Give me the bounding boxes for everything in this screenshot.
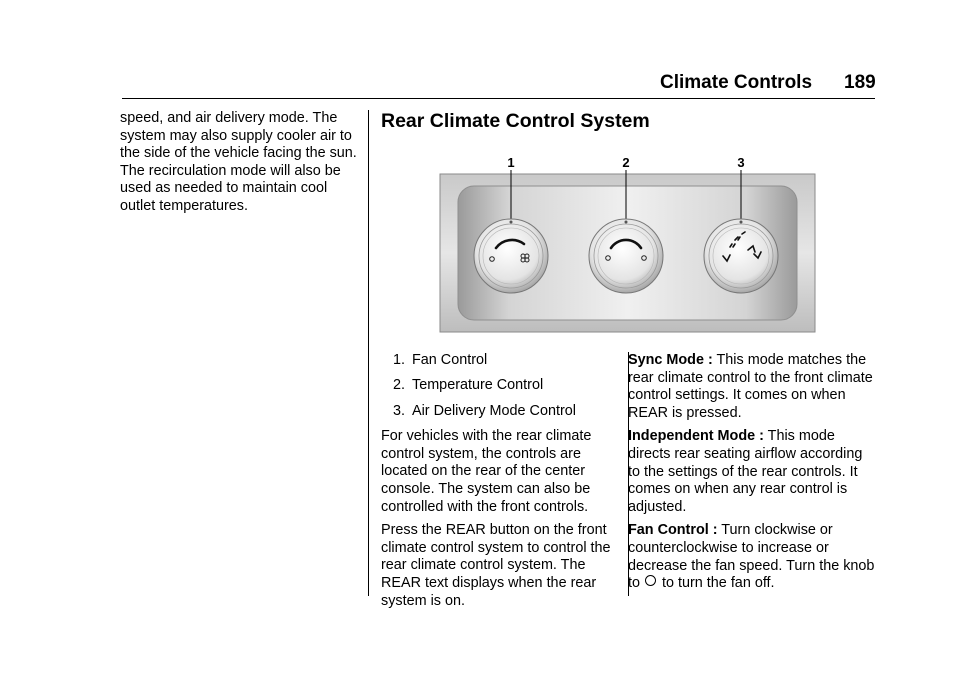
column-divider-left [368,110,369,596]
temperature-control-knob [589,219,663,293]
left-column [120,110,360,222]
callout-2: 2 [622,155,630,170]
list-item [381,377,621,395]
section-title: Climate Controls [660,72,813,93]
independent-mode-text: This mode directs rear seating airflow according to the settings of the rear controls. It comes on when any rear control is adjusted. [628,428,863,515]
location-paragraph: For vehicles with the rear climate control system, the controls are located on the rear of the center console. The system can also be controlled with the front controls. [381,428,592,515]
fan-control-knob [474,219,548,293]
continued-paragraph: speed, and air delivery mode. The system may also supply cooler air to the side of the vehicle facing the sun. The recirculation mode will also be used as needed to maintain cool outlet temperatures. [120,110,357,214]
fan-control-text-end: to turn the fan off. [662,575,775,592]
list-item-number: 2. [392,377,405,394]
sync-mode-paragraph [628,352,878,422]
power-off-icon [645,575,656,586]
header-rule [122,98,875,99]
independent-mode-term: Independent Mode : [628,428,764,445]
list-item [381,403,621,421]
independent-mode-paragraph [628,428,878,516]
fan-control-text: Turn clockwise or counterclockwise to increase or decrease the fan speed. Turn the knob to [628,522,875,592]
control-panel-illustration [436,152,817,334]
air-delivery-mode-knob [704,219,778,293]
callout-1: 1 [507,155,515,170]
list-item-label: Air Delivery Mode Control [412,402,576,419]
list-item-number: 3. [392,402,405,419]
list-item-label: Temperature Control [412,377,544,394]
list-item-number: 1. [392,352,405,368]
right-column [628,352,878,599]
fan-control-paragraph [628,522,878,592]
rear-climate-control-figure [436,152,817,334]
list-item [381,352,621,370]
fan-control-term: Fan Control : [628,522,718,539]
rear-button-paragraph: Press the REAR button on the front climate control system to control the rear climate control system. The REAR text displays when the rear system is on. [381,522,611,609]
list-item-label: Fan Control [412,352,488,368]
sync-mode-term: Sync Mode : [628,352,713,368]
page-number: 189 [844,72,876,93]
middle-column [381,352,621,616]
callout-3: 3 [737,155,745,170]
callout-legend [381,352,621,420]
sync-mode-text: This mode matches the rear climate control to the front climate control settings. It comes on when REAR is pressed. [628,352,873,421]
section-heading: Rear Climate Control System [381,110,650,132]
